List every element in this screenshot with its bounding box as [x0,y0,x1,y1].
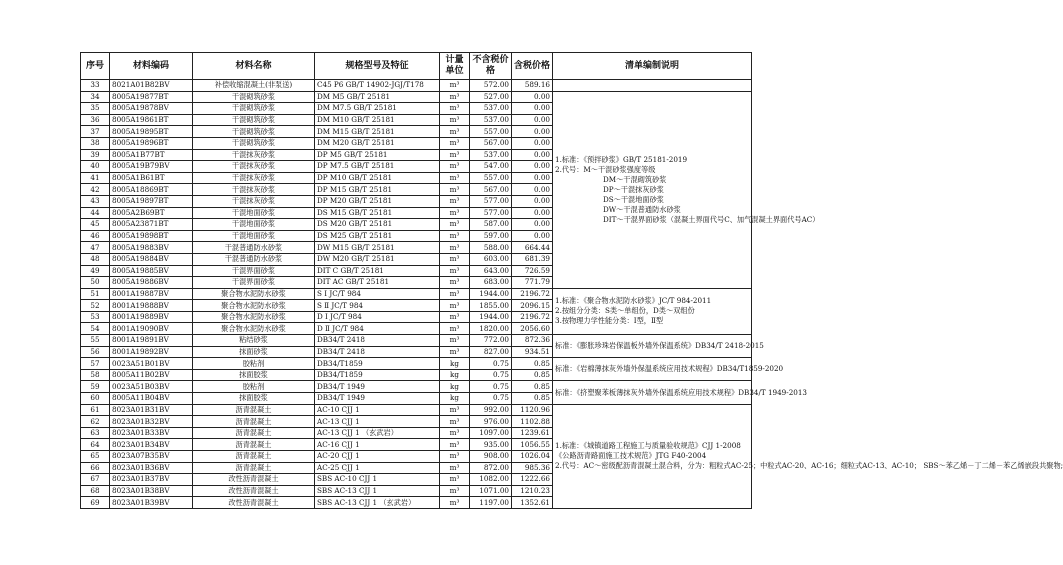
cell-price-ex: 976.00 [470,416,512,428]
cell-price-in: 0.00 [512,114,553,126]
cell-price-in: 1210.23 [512,485,553,497]
cell-name: 聚合物水泥防水砂浆 [193,300,315,312]
cell-price-ex: 683.00 [470,277,512,289]
cell-code: 8001A19090BV [110,323,193,335]
note-line: 1.标准：《城镇道路工程施工与质量验收规范》CJJ 1-2008 [555,441,741,451]
cell-seq: 33 [81,80,110,92]
cell-unit: kg [440,381,470,393]
cell-price-ex: 643.00 [470,265,512,277]
note-line: 1.标准：《预拌砂浆》GB/T 25181-2019 [555,154,688,164]
cell-code: 8001A19887BV [110,288,193,300]
cell-name: 改性沥青混凝土 [193,485,315,497]
cell-seq: 68 [81,485,110,497]
cell-name: 抹面胶浆 [193,393,315,405]
cell-code: 8005A19883BV [110,242,193,254]
note-polymer [553,288,752,334]
cell-seq: 63 [81,427,110,439]
cell-spec: DM M15 GB/T 25181 [315,126,440,138]
cell-name: 沥青混凝土 [193,416,315,428]
cell-name: 干混地面砂浆 [193,219,315,231]
cell-price-in: 0.00 [512,172,553,184]
header-name: 材料名称 [193,53,315,80]
cell-price-in: 0.85 [512,369,553,381]
cell-note-empty [553,80,752,92]
cell-price-ex: 908.00 [470,451,512,463]
cell-seq: 56 [81,346,110,358]
cell-code: 8005A19B79BV [110,161,193,173]
cell-unit: kg [440,369,470,381]
cell-name: 补偿收缩混凝土(非泵送) [193,80,315,92]
cell-seq: 40 [81,161,110,173]
cell-unit: m³ [440,485,470,497]
cell-name: 抹面胶浆 [193,369,315,381]
cell-name: 沥青混凝土 [193,427,315,439]
cell-spec: DM M20 GB/T 25181 [315,137,440,149]
note-line: DIT～干混界面砂浆（混凝土界面代号C、加气混凝土界面代号AC） [603,214,820,224]
cell-price-ex: 537.00 [470,114,512,126]
cell-spec: DP M5 GB/T 25181 [315,149,440,161]
cell-spec: SBS AC-13 CJJ 1 [315,485,440,497]
header-seq: 序号 [81,53,110,80]
cell-unit: m³ [440,427,470,439]
cell-name: 干混砌筑砂浆 [193,114,315,126]
cell-unit: m³ [440,219,470,231]
cell-price-in: 0.00 [512,126,553,138]
cell-seq: 62 [81,416,110,428]
cell-price-in: 1056.55 [512,439,553,451]
cell-seq: 38 [81,137,110,149]
cell-price-ex: 827.00 [470,346,512,358]
cell-unit: m³ [440,253,470,265]
table-body [81,80,1063,509]
cell-price-in: 0.00 [512,91,553,103]
cell-code: 0023A51B03BV [110,381,193,393]
cell-price-in: 985.36 [512,462,553,474]
cell-code: 8023A07B35BV [110,451,193,463]
cell-code: 8005A11B02BV [110,369,193,381]
cell-spec: DP M10 GB/T 25181 [315,172,440,184]
cell-price-ex: 537.00 [470,103,512,115]
cell-unit: m³ [440,265,470,277]
cell-spec: DB34/T 2418 [315,346,440,358]
cell-name: 干混抹灰砂浆 [193,172,315,184]
header-code: 材料编码 [110,53,193,80]
cell-seq: 66 [81,462,110,474]
header-row [81,53,752,80]
cell-code: 8021A01B82BV [110,80,193,92]
cell-price-in: 0.00 [512,103,553,115]
cell-price-in: 934.51 [512,346,553,358]
cell-price-in: 726.59 [512,265,553,277]
cell-price-ex: 588.00 [470,242,512,254]
cell-code: 8005A19878BV [110,103,193,115]
cell-price-in: 0.00 [512,195,553,207]
cell-unit: m³ [440,288,470,300]
cell-spec: DS M20 GB/T 25181 [315,219,440,231]
cell-spec: C45 P6 GB/T 14902-JGJ/T178 [315,80,440,92]
cell-price-in: 0.00 [512,161,553,173]
cell-seq: 69 [81,497,110,509]
table-row [81,381,752,393]
cell-unit: kg [440,393,470,405]
cell-code: 8005A19861BT [110,114,193,126]
cell-seq: 46 [81,230,110,242]
cell-unit: m³ [440,346,470,358]
cell-price-in: 1120.96 [512,404,553,416]
cell-price-in: 1026.04 [512,451,553,463]
cell-name: 聚合物水泥防水砂浆 [193,288,315,300]
cell-price-in: 2056.60 [512,323,553,335]
note-line: 1.标准：《聚合物水泥防水砂浆》JC/T 984-2011 [555,296,712,306]
cell-spec: AC-25 CJJ 1 [315,462,440,474]
cell-spec: DP M7.5 GB/T 25181 [315,161,440,173]
cell-price-ex: 572.00 [470,80,512,92]
cell-name: 干混地面砂浆 [193,207,315,219]
cell-price-ex: 0.75 [470,393,512,405]
cell-seq: 67 [81,474,110,486]
cell-price-ex: 557.00 [470,126,512,138]
cell-code: 8005A18869BT [110,184,193,196]
cell-seq: 47 [81,242,110,254]
cell-spec: S Ⅰ JC/T 984 [315,288,440,300]
cell-spec: DM M7.5 GB/T 25181 [315,103,440,115]
note-line: 2.代号：M～干混砂浆强度等级 [555,164,656,174]
cell-seq: 51 [81,288,110,300]
cell-spec: DW M15 GB/T 25181 [315,242,440,254]
table-row [81,91,752,103]
cell-seq: 44 [81,207,110,219]
cell-unit: m³ [440,207,470,219]
cell-code: 8023A01B37BV [110,474,193,486]
cell-unit: m³ [440,404,470,416]
cell-name: 干混普通防水砂浆 [193,253,315,265]
cell-seq: 57 [81,358,110,370]
cell-name: 聚合物水泥防水砂浆 [193,323,315,335]
cell-code: 8023A01B38BV [110,485,193,497]
cell-code: 8001A19892BV [110,346,193,358]
cell-spec: D Ⅱ JC/T 984 [315,323,440,335]
cell-price-in: 589.16 [512,80,553,92]
cell-price-in: 872.36 [512,335,553,347]
cell-price-in: 0.85 [512,381,553,393]
cell-code: 8005A19898BT [110,230,193,242]
cell-unit: m³ [440,311,470,323]
cell-price-in: 0.00 [512,230,553,242]
note-line: DS～干混地面砂浆 [603,194,664,204]
cell-seq: 59 [81,381,110,393]
cell-spec: DB34/T1859 [315,369,440,381]
cell-unit: m³ [440,126,470,138]
cell-spec: S Ⅱ JC/T 984 [315,300,440,312]
cell-code: 8023A01B39BV [110,497,193,509]
cell-unit: m³ [440,161,470,173]
cell-name: 干混抹灰砂浆 [193,184,315,196]
cell-name: 抹面砂浆 [193,346,315,358]
cell-price-in: 771.79 [512,277,553,289]
cell-price-ex: 567.00 [470,184,512,196]
cell-seq: 50 [81,277,110,289]
cell-code: 8001A19891BV [110,335,193,347]
cell-spec: DB34/T1859 [315,358,440,370]
cell-price-in: 681.39 [512,253,553,265]
cell-price-ex: 577.00 [470,207,512,219]
cell-spec: DP M15 GB/T 25181 [315,184,440,196]
cell-code: 8005A23871BT [110,219,193,231]
cell-price-in: 0.85 [512,358,553,370]
cell-seq: 34 [81,91,110,103]
cell-price-ex: 1944.00 [470,311,512,323]
cell-price-ex: 567.00 [470,137,512,149]
cell-unit: m³ [440,439,470,451]
cell-code: 8001A19889BV [110,311,193,323]
cell-price-in: 2196.72 [512,288,553,300]
cell-price-ex: 527.00 [470,91,512,103]
cell-seq: 52 [81,300,110,312]
cell-spec: DM M10 GB/T 25181 [315,114,440,126]
cell-name: 干混砌筑砂浆 [193,103,315,115]
cell-name: 干混砌筑砂浆 [193,91,315,103]
cell-price-ex: 992.00 [470,404,512,416]
cell-spec: DB34/T 1949 [315,381,440,393]
cell-name: 干混普通防水砂浆 [193,242,315,254]
cell-name: 干混砌筑砂浆 [193,137,315,149]
cell-price-in: 0.00 [512,207,553,219]
cell-code: 8005A19895BT [110,126,193,138]
table-row [81,288,752,300]
cell-spec: DM M5 GB/T 25181 [315,91,440,103]
cell-price-in: 0.85 [512,393,553,405]
cell-code: 8005A19885BV [110,265,193,277]
cell-price-ex: 603.00 [470,253,512,265]
cell-price-ex: 1944.00 [470,288,512,300]
cell-code: 8005A19877BT [110,91,193,103]
note-line: 《公路沥青路面施工技术规范》JTG F40-2004 [555,451,707,461]
cell-code: 8023A01B31BV [110,404,193,416]
cell-code: 0023A51B01BV [110,358,193,370]
cell-code: 8023A01B32BV [110,416,193,428]
cell-unit: m³ [440,462,470,474]
cell-code: 8005A19886BV [110,277,193,289]
cell-price-in: 1352.61 [512,497,553,509]
table-row [81,358,752,370]
cell-seq: 41 [81,172,110,184]
cell-price-ex: 1855.00 [470,300,512,312]
cell-name: 干混砌筑砂浆 [193,126,315,138]
cell-name: 干混地面砂浆 [193,230,315,242]
note-mortar [553,91,820,288]
cell-spec: DS M25 GB/T 25181 [315,230,440,242]
cell-spec: AC-13 CJJ 1 [315,416,440,428]
cell-price-ex: 1082.00 [470,474,512,486]
note-line: 2.代号：AC～密级配沥青混凝土混合料，分为：粗粒式AC-25；中粒式AC-20、AC-16；细粒式AC-13、AC-10； SBS～苯乙烯－丁二烯－苯乙烯嵌段共聚物; [555,461,1063,471]
cell-unit: m³ [440,277,470,289]
cell-seq: 58 [81,369,110,381]
cell-seq: 37 [81,126,110,138]
cell-unit: m³ [440,103,470,115]
cell-price-ex: 577.00 [470,195,512,207]
cell-unit: kg [440,358,470,370]
cell-price-in: 0.00 [512,137,553,149]
material-price-table [80,52,1063,509]
cell-spec: DB34/T 2418 [315,335,440,347]
cell-price-ex: 0.75 [470,369,512,381]
cell-name: 干混抹灰砂浆 [193,149,315,161]
cell-seq: 55 [81,335,110,347]
cell-price-in: 0.00 [512,184,553,196]
cell-price-in: 2096.15 [512,300,553,312]
cell-spec: AC-13 CJJ 1 （玄武岩） [315,427,440,439]
cell-spec: DW M20 GB/T 25181 [315,253,440,265]
cell-seq: 61 [81,404,110,416]
cell-price-ex: 597.00 [470,230,512,242]
cell-price-ex: 587.00 [470,219,512,231]
cell-name: 沥青混凝土 [193,439,315,451]
cell-seq: 64 [81,439,110,451]
cell-price-in: 2196.72 [512,311,553,323]
cell-spec: D Ⅰ JC/T 984 [315,311,440,323]
note-line: DW～干混普通防水砂浆 [603,204,681,214]
cell-name: 沥青混凝土 [193,451,315,463]
cell-seq: 48 [81,253,110,265]
note-asphalt [553,404,1063,508]
table-row [81,404,752,416]
cell-unit: m³ [440,172,470,184]
cell-unit: m³ [440,474,470,486]
cell-spec: DP M20 GB/T 25181 [315,195,440,207]
cell-code: 8005A11B04BV [110,393,193,405]
cell-seq: 49 [81,265,110,277]
cell-unit: m³ [440,416,470,428]
cell-seq: 42 [81,184,110,196]
cell-price-ex: 935.00 [470,439,512,451]
cell-seq: 35 [81,103,110,115]
cell-name: 改性沥青混凝土 [193,497,315,509]
header-spec: 规格型号及特征 [315,53,440,80]
cell-spec: DB34/T 1949 [315,393,440,405]
note-glue1: 标准：《岩棉薄抹灰外墙外保温系统应用技术规程》DB34/T1859-2020 [553,358,752,381]
cell-price-in: 0.00 [512,219,553,231]
cell-seq: 60 [81,393,110,405]
cell-unit: m³ [440,91,470,103]
cell-spec: AC-10 CJJ 1 [315,404,440,416]
cell-price-in: 1222.66 [512,474,553,486]
cell-name: 胶粘剂 [193,358,315,370]
cell-code: 8005A1B61BT [110,172,193,184]
cell-unit: m³ [440,242,470,254]
cell-name: 干混抹灰砂浆 [193,195,315,207]
cell-unit: m³ [440,137,470,149]
cell-unit: m³ [440,323,470,335]
cell-price-in: 1239.61 [512,427,553,439]
cell-seq: 54 [81,323,110,335]
cell-unit: m³ [440,114,470,126]
cell-price-ex: 1197.00 [470,497,512,509]
cell-price-ex: 537.00 [470,149,512,161]
cell-code: 8005A19884BV [110,253,193,265]
cell-seq: 53 [81,311,110,323]
cell-price-ex: 0.75 [470,381,512,393]
cell-code: 8005A19896BT [110,137,193,149]
table-row [81,335,752,347]
cell-spec: AC-20 CJJ 1 [315,451,440,463]
note-line: 3.按物理力学性能分类：Ⅰ型，Ⅱ型 [555,316,664,326]
cell-code: 8005A2B69BT [110,207,193,219]
cell-price-ex: 772.00 [470,335,512,347]
cell-unit: m³ [440,451,470,463]
cell-code: 8005A1B77BT [110,149,193,161]
cell-price-ex: 1097.00 [470,427,512,439]
cell-unit: m³ [440,80,470,92]
cell-spec: DIT C GB/T 25181 [315,265,440,277]
cell-unit: m³ [440,184,470,196]
cell-unit: m³ [440,335,470,347]
cell-seq: 43 [81,195,110,207]
cell-name: 干混抹灰砂浆 [193,161,315,173]
cell-seq: 65 [81,451,110,463]
cell-price-ex: 557.00 [470,172,512,184]
note-line: DP～干混抹灰砂浆 [603,184,664,194]
cell-price-in: 0.00 [512,149,553,161]
cell-code: 8023A01B36BV [110,462,193,474]
cell-unit: m³ [440,300,470,312]
cell-seq: 45 [81,219,110,231]
table-row [81,80,752,92]
cell-price-in: 664.44 [512,242,553,254]
cell-spec: DS M15 GB/T 25181 [315,207,440,219]
cell-price-in: 1102.88 [512,416,553,428]
cell-name: 沥青混凝土 [193,404,315,416]
cell-price-ex: 547.00 [470,161,512,173]
cell-seq: 36 [81,114,110,126]
cell-unit: m³ [440,230,470,242]
cell-name: 沥青混凝土 [193,462,315,474]
header-unit: 计量单位 [440,53,470,80]
note-glue2: 标准：《挤塑聚苯板薄抹灰外墙外保温系统应用技术规程》DB34/T 1949-2013 [553,381,752,404]
note-bond: 标准：《膨胀珍珠岩保温板外墙外保温系统》DB34/T 2418-2015 [553,335,752,358]
note-line: DM～干混砌筑砂浆 [603,174,667,184]
cell-code: 8023A01B33BV [110,427,193,439]
cell-name: 改性沥青混凝土 [193,474,315,486]
cell-seq: 39 [81,149,110,161]
cell-price-ex: 1071.00 [470,485,512,497]
cell-price-ex: 0.75 [470,358,512,370]
note-line: 2.按组分分类：S类～单组份，D类～双组份 [555,306,695,316]
cell-spec: AC-16 CJJ 1 [315,439,440,451]
header-note: 清单编制说明 [553,53,752,80]
cell-code: 8023A01B34BV [110,439,193,451]
cell-code: 8001A19888BV [110,300,193,312]
cell-name: 粘结砂浆 [193,335,315,347]
cell-spec: DIT AC GB/T 25181 [315,277,440,289]
cell-code: 8005A19897BT [110,195,193,207]
cell-name: 干混界面砂浆 [193,277,315,289]
cell-price-ex: 1820.00 [470,323,512,335]
cell-name: 干混界面砂浆 [193,265,315,277]
cell-unit: m³ [440,497,470,509]
header-price-ex: 不含税价 格 [470,53,512,80]
header-price-in: 含税价格 [512,53,553,80]
cell-price-ex: 872.00 [470,462,512,474]
cell-unit: m³ [440,195,470,207]
cell-unit: m³ [440,149,470,161]
cell-name: 聚合物水泥防水砂浆 [193,311,315,323]
cell-name: 胶粘剂 [193,381,315,393]
cell-spec: SBS AC-13 CJJ 1 （玄武岩） [315,497,440,509]
cell-spec: SBS AC-10 CJJ 1 [315,474,440,486]
